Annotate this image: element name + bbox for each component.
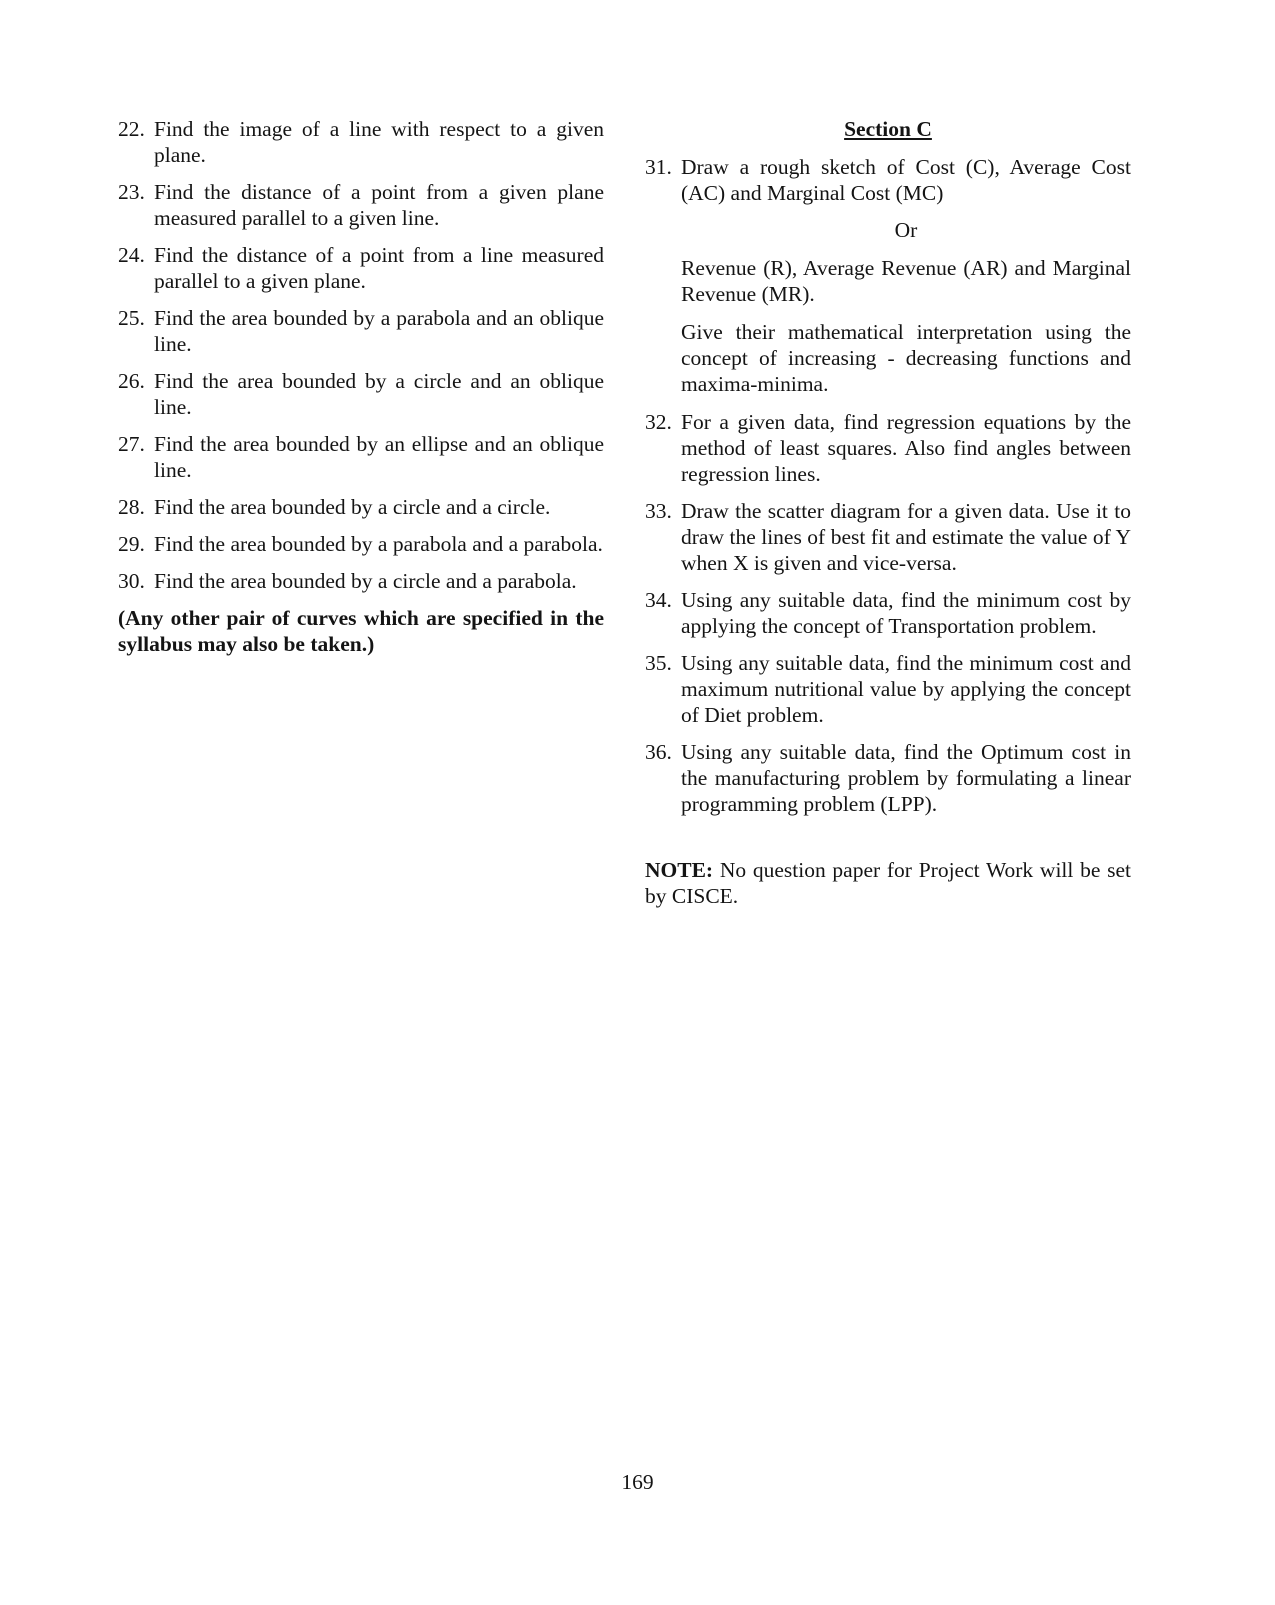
list-item — [645, 650, 1131, 728]
right-column — [645, 116, 1131, 909]
section-title: Section C — [844, 117, 932, 141]
item-number: 29. — [118, 532, 145, 556]
item-number: 34. — [645, 588, 672, 612]
item-number: 28. — [118, 495, 145, 519]
interpretation-paragraph: Give their mathematical interpretation using the concept of increasing - decreasing functions and maxima-minima. — [681, 320, 1131, 396]
list-item — [118, 531, 604, 557]
item-text: Find the distance of a point from a line measured parallel to a given plane. — [154, 243, 604, 293]
item-number: 22. — [118, 117, 145, 141]
list-item — [645, 587, 1131, 639]
item-number: 31. — [645, 155, 672, 179]
item-text: Find the image of a line with respect to a given plane. — [154, 117, 604, 167]
list-item — [645, 739, 1131, 817]
item-text: Using any suitable data, find the minimum cost by applying the concept of Transportation problem. — [681, 588, 1131, 638]
list-item — [645, 498, 1131, 576]
item-number: 26. — [118, 369, 145, 393]
item-text: Find the distance of a point from a given plane measured parallel to a given line. — [154, 180, 604, 230]
item-text: Find the area bounded by a circle and a circle. — [154, 495, 551, 519]
list-item — [118, 568, 604, 594]
item-number: 27. — [118, 432, 145, 456]
item-text: Using any suitable data, find the minimum cost and maximum nutritional value by applying the concept of Diet problem. — [681, 651, 1131, 727]
or-separator: Or — [894, 218, 918, 242]
item-text: Find the area bounded by a circle and an oblique line. — [154, 369, 604, 419]
item-text: Find the area bounded by a parabola and a parabola. — [154, 532, 603, 556]
revenue-paragraph: Revenue (R), Average Revenue (AR) and Marginal Revenue (MR). — [681, 256, 1131, 306]
list-item — [118, 179, 604, 231]
curves-note: (Any other pair of curves which are specified in the syllabus may also be taken.) — [118, 606, 604, 656]
item-number: 23. — [118, 180, 145, 204]
item-number: 30. — [118, 569, 145, 593]
item-text: Using any suitable data, find the Optimum cost in the manufacturing problem by formulating a linear programming problem (LPP). — [681, 740, 1131, 816]
item-number: 33. — [645, 499, 672, 523]
note-label: NOTE: — [645, 858, 714, 882]
note-text: No question paper for Project Work will be set by CISCE. — [645, 858, 1131, 908]
item-text: Find the area bounded by a circle and a parabola. — [154, 569, 577, 593]
list-item — [645, 154, 1131, 206]
list-item — [118, 494, 604, 520]
page-number: 169 — [621, 1470, 654, 1494]
item-number: 32. — [645, 410, 672, 434]
item-number: 25. — [118, 306, 145, 330]
list-item — [118, 242, 604, 294]
list-item — [118, 305, 604, 357]
list-item — [118, 431, 604, 483]
list-item — [118, 368, 604, 420]
left-column — [118, 116, 604, 657]
item-text: Find the area bounded by a parabola and an oblique line. — [154, 306, 604, 356]
item-text: Draw a rough sketch of Cost (C), Average Cost (AC) and Marginal Cost (MC) — [681, 155, 1131, 205]
item-text: Draw the scatter diagram for a given data. Use it to draw the lines of best fit and estimate the value of Y when X is given and vice-versa. — [681, 499, 1131, 575]
list-item — [118, 116, 604, 168]
list-item — [645, 409, 1131, 487]
item-text: For a given data, find regression equations by the method of least squares. Also find angles between regression lines. — [681, 410, 1131, 486]
item-number: 36. — [645, 740, 672, 764]
project-note — [645, 857, 1131, 909]
item-text: Find the area bounded by an ellipse and an oblique line. — [154, 432, 604, 482]
item-number: 24. — [118, 243, 145, 267]
item-number: 35. — [645, 651, 672, 675]
